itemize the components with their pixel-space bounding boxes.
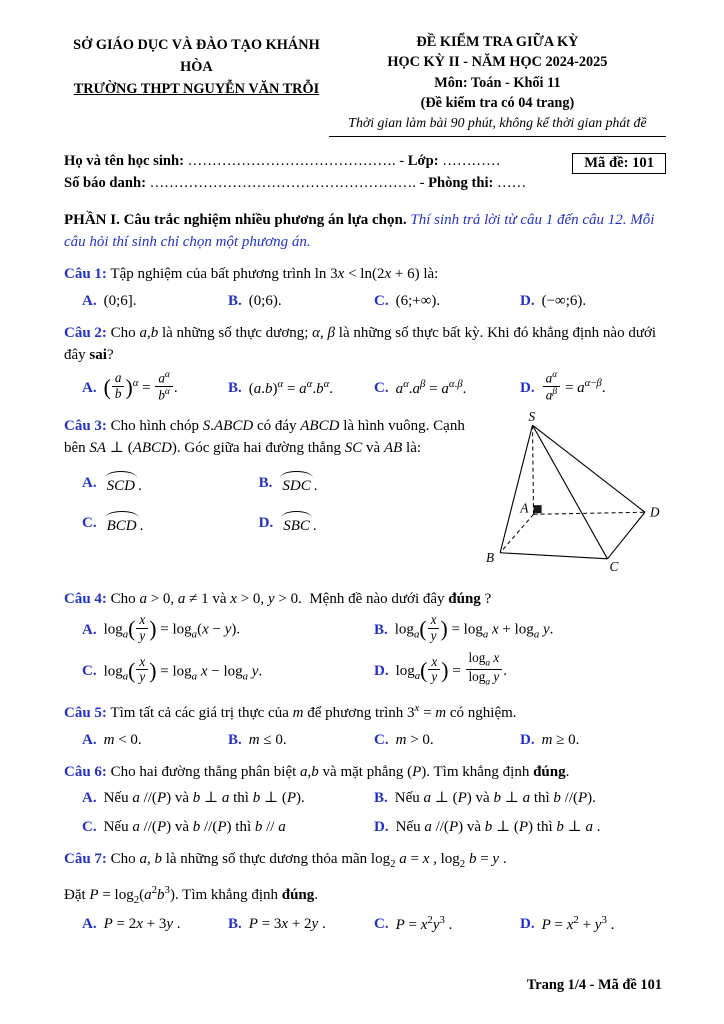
question-1-options — [82, 291, 666, 312]
option-c: C. $a^\alpha.a^\beta = a^{\alpha.\beta}$. — [374, 377, 467, 397]
option-d: D. $\frac{a^\alpha}{a^\beta}$ = $a^{\alpha-\beta}$. — [520, 369, 606, 403]
student-name-line: Họ và tên học sinh: ……………………………………. - Lớp: ………… — [64, 152, 501, 169]
option-c: C. $P = x^2y^3$ . — [374, 913, 453, 933]
option-a: A. m < 0. — [82, 731, 142, 748]
question-2-body: Cho a,b là những số thực dương; α, β là những số thực bất kỳ. Khi đó khẳng định nào dưới đây sai? — [64, 324, 657, 364]
pyramid-figure — [476, 411, 666, 578]
vertex-label-a: A — [520, 500, 529, 516]
exam-header — [64, 32, 666, 137]
option-a: A. P = 2x + 3y . — [82, 915, 181, 932]
question-3-options — [82, 465, 466, 537]
question-3-content — [64, 415, 476, 578]
option-a: A. SCD . — [82, 471, 259, 497]
part1-heading — [64, 210, 666, 254]
option-a: A. Nếu a //(P) và b ⊥ a thì b ⊥ (P). — [82, 790, 305, 807]
question-7-text — [64, 848, 666, 872]
question-3-label: Câu 3: — [64, 417, 107, 434]
question-4-body: Cho a > 0, a ≠ 1 và x > 0, y > 0. Mệnh đề nào dưới đây đúng ? — [110, 590, 492, 607]
question-1 — [64, 263, 666, 312]
option-c: C. BCD . — [82, 511, 259, 537]
question-5 — [64, 700, 666, 751]
question-2-options — [82, 369, 666, 405]
question-6-options — [82, 788, 666, 838]
part1-instructions: Thí sinh trả lời từ câu 1 đến câu 12. Mỗi câu hỏi thí sinh chỉ chọn một phương án. — [64, 211, 655, 250]
question-1-label: Câu 1: — [64, 266, 107, 283]
exam-duration: Thời gian làm bài 90 phút, không kể thời gian phát đề — [329, 113, 666, 137]
option-b: B. (0;6). — [228, 292, 282, 309]
option-d: D. $P = x^2 + y^3$ . — [520, 913, 615, 933]
option-a: A. (0;6]. — [82, 292, 137, 309]
question-7-options — [82, 913, 666, 936]
question-4-label: Câu 4: — [64, 590, 107, 607]
question-4-text — [64, 588, 666, 611]
question-4-options — [82, 612, 666, 690]
page-footer: Trang 1/4 - Mã đề 101 — [526, 977, 662, 993]
vertex-label-d: D — [649, 504, 660, 520]
student-info-section — [64, 150, 666, 195]
issuer-block — [64, 32, 329, 100]
question-5-body: Tìm tất cả các giá trị thực của m để phương trình $3^x = m$ có nghiệm. — [110, 702, 517, 722]
option-c: C. m > 0. — [374, 731, 434, 748]
option-d: D. m ≥ 0. — [520, 731, 580, 748]
question-6 — [64, 761, 666, 839]
option-d: D. SBC . — [259, 511, 436, 537]
question-5-options — [82, 730, 666, 751]
option-b: B. m ≤ 0. — [228, 731, 287, 748]
student-id-line: Số báo danh: ………………………………………………. - Phòng thi: …… — [64, 175, 527, 192]
question-7 — [64, 848, 666, 935]
option-b: B. $(a.b)^\alpha = a^\alpha.b^\alpha$. — [228, 377, 333, 397]
exam-title-block — [329, 32, 666, 137]
question-6-text — [64, 761, 666, 784]
vertex-label-c: C — [609, 558, 619, 573]
question-7-body: Cho a, b là những số thực dương thỏa mãn $\log_2 a = x$ , $\log_2 b = y$ . — [110, 851, 507, 871]
option-d: D. (−∞;6). — [520, 292, 587, 309]
student-lines — [64, 150, 526, 195]
question-6-body: Cho hai đường thẳng phân biệt a,b và mặt phẳng (P). Tìm khẳng định đúng. — [110, 763, 570, 780]
department-name: SỞ GIÁO DỤC VÀ ĐÀO TẠO KHÁNH HÒA — [73, 37, 320, 76]
option-b: B. Nếu a ⊥ (P) và b ⊥ a thì b //(P). — [374, 790, 596, 807]
question-3-text — [64, 415, 466, 460]
option-b: B. SDC . — [259, 471, 436, 497]
right-angle-marker — [534, 505, 542, 513]
pyramid-svg — [476, 411, 666, 573]
option-c: C. $\log_a$( $\frac{x}{y}$ ) = $\log_a x - \log_a y$. — [82, 653, 263, 685]
exam-subject: Môn: Toán - Khối 11 — [434, 74, 561, 91]
question-3-body: Cho hình chóp S.ABCD có đáy ABCD là hình vuông. Cạnh bên SA ⊥ (ABCD). Góc giữa hai đường thẳng SC và AB là: — [64, 417, 465, 457]
question-5-label: Câu 5: — [64, 705, 107, 722]
option-c: C. (6;+∞). — [374, 292, 441, 309]
vertex-label-s: S — [528, 410, 536, 424]
question-2-text — [64, 322, 666, 367]
exam-title: ĐỀ KIỂM TRA GIỮA KỲ — [416, 34, 579, 50]
exam-pages-note: (Đề kiểm tra có 04 trang) — [420, 94, 575, 111]
question-2 — [64, 322, 666, 405]
question-3 — [64, 410, 666, 578]
question-1-body: Tập nghiệm của bất phương trình ln 3x < ln(2x + 6) là: — [110, 266, 439, 283]
option-b: B. P = 3x + 2y . — [228, 915, 326, 932]
option-c: C. Nếu a //(P) và b //(P) thì b // a — [82, 819, 286, 836]
school-name: TRƯỜNG THPT NGUYỄN VĂN TRỖI — [73, 81, 320, 98]
question-5-text — [64, 700, 666, 725]
exam-semester: HỌC KỲ II - NĂM HỌC 2024-2025 — [387, 54, 608, 71]
question-7-label: Câu 7: — [64, 851, 107, 868]
question-2-label: Câu 2: — [64, 324, 107, 341]
option-b: B. $\log_a$( $\frac{x}{y}$ ) = $\log_a x + \log_a y$. — [374, 612, 554, 643]
part1-title: PHẦN I. Câu trắc nghiệm nhiều phương án lựa chọn. — [64, 211, 407, 228]
question-1-text — [64, 263, 666, 286]
question-6-label: Câu 6: — [64, 763, 107, 780]
exam-code-box: Mã đề: 101 — [572, 153, 666, 174]
question-4 — [64, 588, 666, 691]
option-a: A. $\log_a$( $\frac{x}{y}$ ) = $\log_a(x - y)$. — [82, 612, 241, 643]
vertex-label-b: B — [485, 549, 494, 565]
option-d: D. $\log_a$( $\frac{x}{y}$ ) = $\frac{\log_a x}{\log_a y}$ . — [374, 650, 508, 689]
option-a: A. ( $\frac{a}{b}$ )$^\alpha$ = $\frac{a^\alpha}{b^\alpha}$ . — [82, 369, 178, 403]
question-7-body2: Đặt $P = \log_2(a^2b^3)$. Tìm khẳng định đúng. — [64, 883, 319, 906]
option-d: D. Nếu a //(P) và b ⊥ (P) thì b ⊥ a . — [374, 819, 601, 836]
